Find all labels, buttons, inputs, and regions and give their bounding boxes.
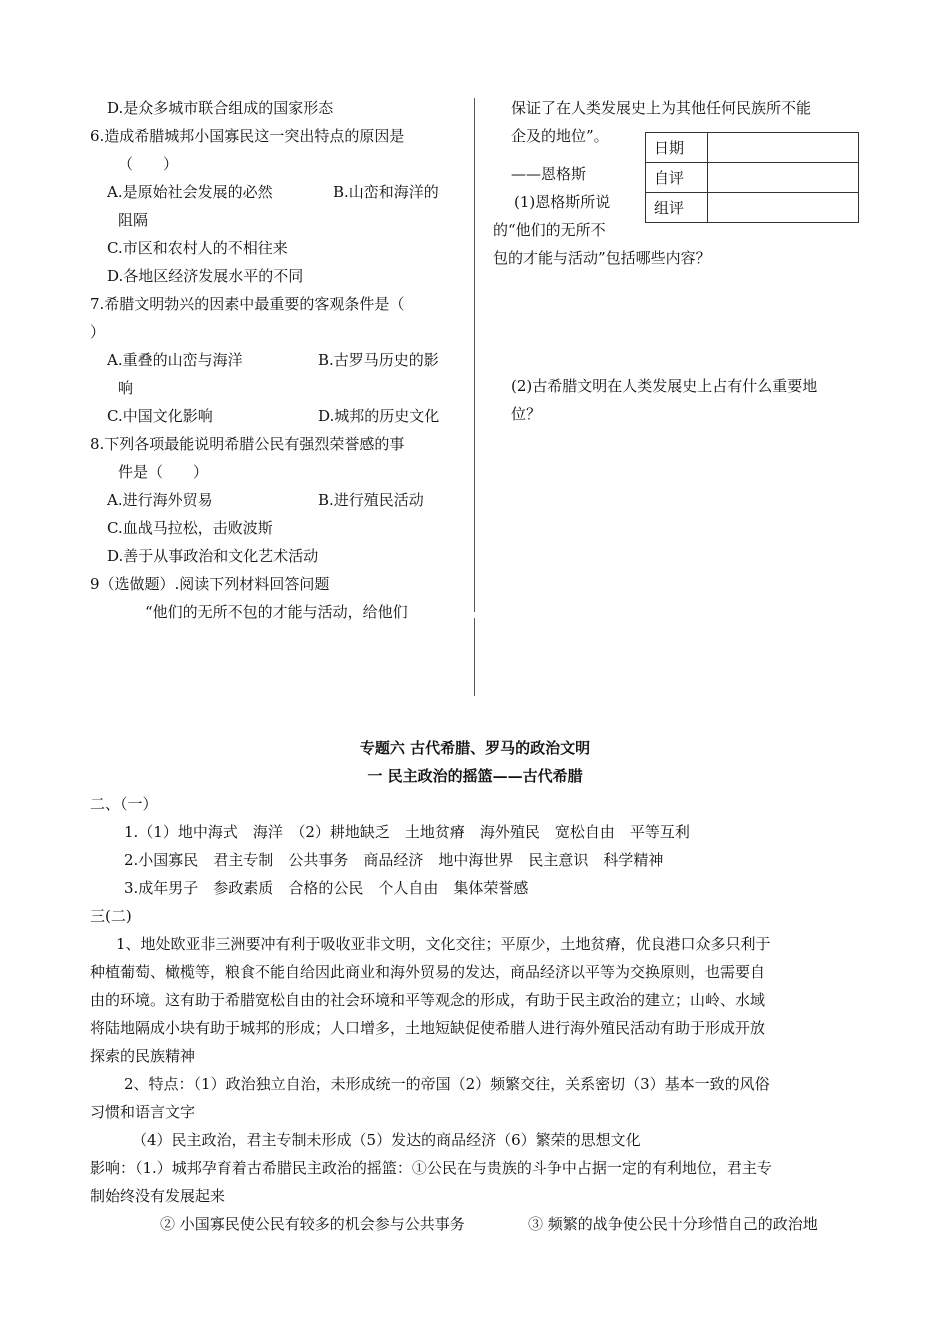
column-divider-lower — [474, 618, 475, 696]
column-divider-upper — [474, 98, 475, 612]
table-row — [646, 193, 859, 223]
answer-line: 3.成年男子 参政素质 合格的公民 个人自由 集体荣誉感 — [124, 879, 529, 897]
answer-line: 2.小国寡民 君主专制 公共事务 商品经济 地中海世界 民主意识 科学精神 — [124, 851, 664, 869]
answer-line: ③ 频繁的战争使公民十分珍惜自己的政治地 — [528, 1215, 818, 1233]
subquestion-1-cont: 的“他们的无所不 — [493, 221, 606, 239]
option-7c: C.中国文化影响 — [107, 407, 213, 425]
question-7: 7.希腊文明勃兴的因素中最重要的客观条件是（ — [90, 295, 405, 313]
subquestion-2: (2)古希腊文明在人类发展史上占有什么重要地 — [511, 377, 818, 395]
question-7-cont: ） — [90, 323, 106, 341]
answer-line: 1、地处欧亚非三洲要冲有利于吸收亚非文明，文化交往；平原少，土地贫瘠，优良港口众多只利于 — [116, 935, 771, 953]
subquestion-2-cont: 位？ — [511, 405, 542, 423]
answer-line: 二、（一） — [90, 795, 158, 813]
answer-line: 三(二) — [90, 907, 132, 925]
section-subtitle: 一 民主政治的摇篮——古代希腊 — [367, 767, 583, 785]
option-6a: A.是原始社会发展的必然 — [107, 183, 273, 201]
option-7b: B.古罗马历史的影 — [318, 351, 439, 369]
question-9: 9（选做题）.阅读下列材料回答问题 — [90, 575, 330, 593]
answer-line: 将陆地隔成小块有助于城邦的形成；人口增多，土地短缺促使希腊人进行海外殖民活动有助于形成开放 — [90, 1019, 766, 1037]
subquestion-1: (1)恩格斯所说 — [514, 193, 611, 211]
option-7b-cont: 响 — [118, 379, 134, 397]
option-8b: B.进行殖民活动 — [318, 491, 424, 509]
table-row — [646, 163, 859, 193]
question-8-cont: 件是（ ） — [118, 463, 209, 481]
eval-label-group: 组评 — [646, 193, 708, 223]
question-6: 6.造成希腊城邦小国寡民这一突出特点的原因是 — [90, 127, 405, 145]
section-title: 专题六 古代希腊、罗马的政治文明 — [359, 739, 591, 757]
option-6b-cont: 阻隔 — [118, 211, 149, 229]
answer-line: 制始终没有发展起来 — [90, 1187, 226, 1205]
question-8: 8.下列各项最能说明希腊公民有强烈荣誉感的事 — [90, 435, 405, 453]
option-6d-prev: D.是众多城市联合组成的国家形态 — [107, 99, 334, 117]
answer-line: ② 小国寡民使公民有较多的机会参与公共事务 — [160, 1215, 465, 1233]
answer-line: 种植葡萄、橄榄等，粮食不能自给因此商业和海外贸易的发达，商品经济以平等为交换原则，也需要自 — [90, 963, 766, 981]
option-6c: C.市区和农村人的不相往来 — [107, 239, 288, 257]
answer-line: 习惯和语言文字 — [90, 1103, 196, 1121]
evaluation-table — [645, 132, 859, 223]
option-8d: D.善于从事政治和文化艺术活动 — [107, 547, 319, 565]
answer-line: 探索的民族精神 — [90, 1047, 196, 1065]
eval-label-self: 自评 — [646, 163, 708, 193]
answer-line: 2、特点：（1）政治独立自治，未形成统一的帝国（2）频繁交往，关系密切（3）基本一致的风俗 — [124, 1075, 770, 1093]
eval-value-date[interactable] — [708, 133, 859, 163]
quote-attribution: ——恩格斯 — [511, 165, 587, 183]
option-6d: D.各地区经济发展水平的不同 — [107, 267, 304, 285]
option-6b: B.山峦和海洋的 — [333, 183, 439, 201]
option-7d: D.城邦的历史文化 — [318, 407, 440, 425]
answer-line: 由的环境。这有助于希腊宽松自由的社会环境和平等观念的形成，有助于民主政治的建立；山岭、水域 — [90, 991, 766, 1009]
quote-end: 企及的地位”。 — [511, 127, 609, 145]
eval-label-date: 日期 — [646, 133, 708, 163]
option-7a: A.重叠的山峦与海洋 — [107, 351, 243, 369]
quote-start: “他们的无所不包的才能与活动，给他们 — [145, 603, 408, 621]
option-8a: A.进行海外贸易 — [107, 491, 213, 509]
subquestion-1-end: 包的才能与活动”包括哪些内容？ — [493, 249, 711, 267]
answer-line: （4）民主政治，君主专制未形成（5）发达的商品经济（6）繁荣的思想文化 — [132, 1131, 641, 1149]
eval-value-self[interactable] — [708, 163, 859, 193]
question-6-blank: （ ） — [118, 155, 179, 173]
eval-value-group[interactable] — [708, 193, 859, 223]
option-8c: C.血战马拉松，击败波斯 — [107, 519, 273, 537]
table-row — [646, 133, 859, 163]
answer-line: 1.（1）地中海式 海洋 （2）耕地缺乏 土地贫瘠 海外殖民 宽松自由 平等互利 — [124, 823, 690, 841]
quote-cont: 保证了在人类发展史上为其他任何民族所不能 — [511, 99, 812, 117]
answer-line: 影响：（1.）城邦孕育着古希腊民主政治的摇篮：①公民在与贵族的斗争中占据一定的有利地位，君主专 — [90, 1159, 772, 1177]
